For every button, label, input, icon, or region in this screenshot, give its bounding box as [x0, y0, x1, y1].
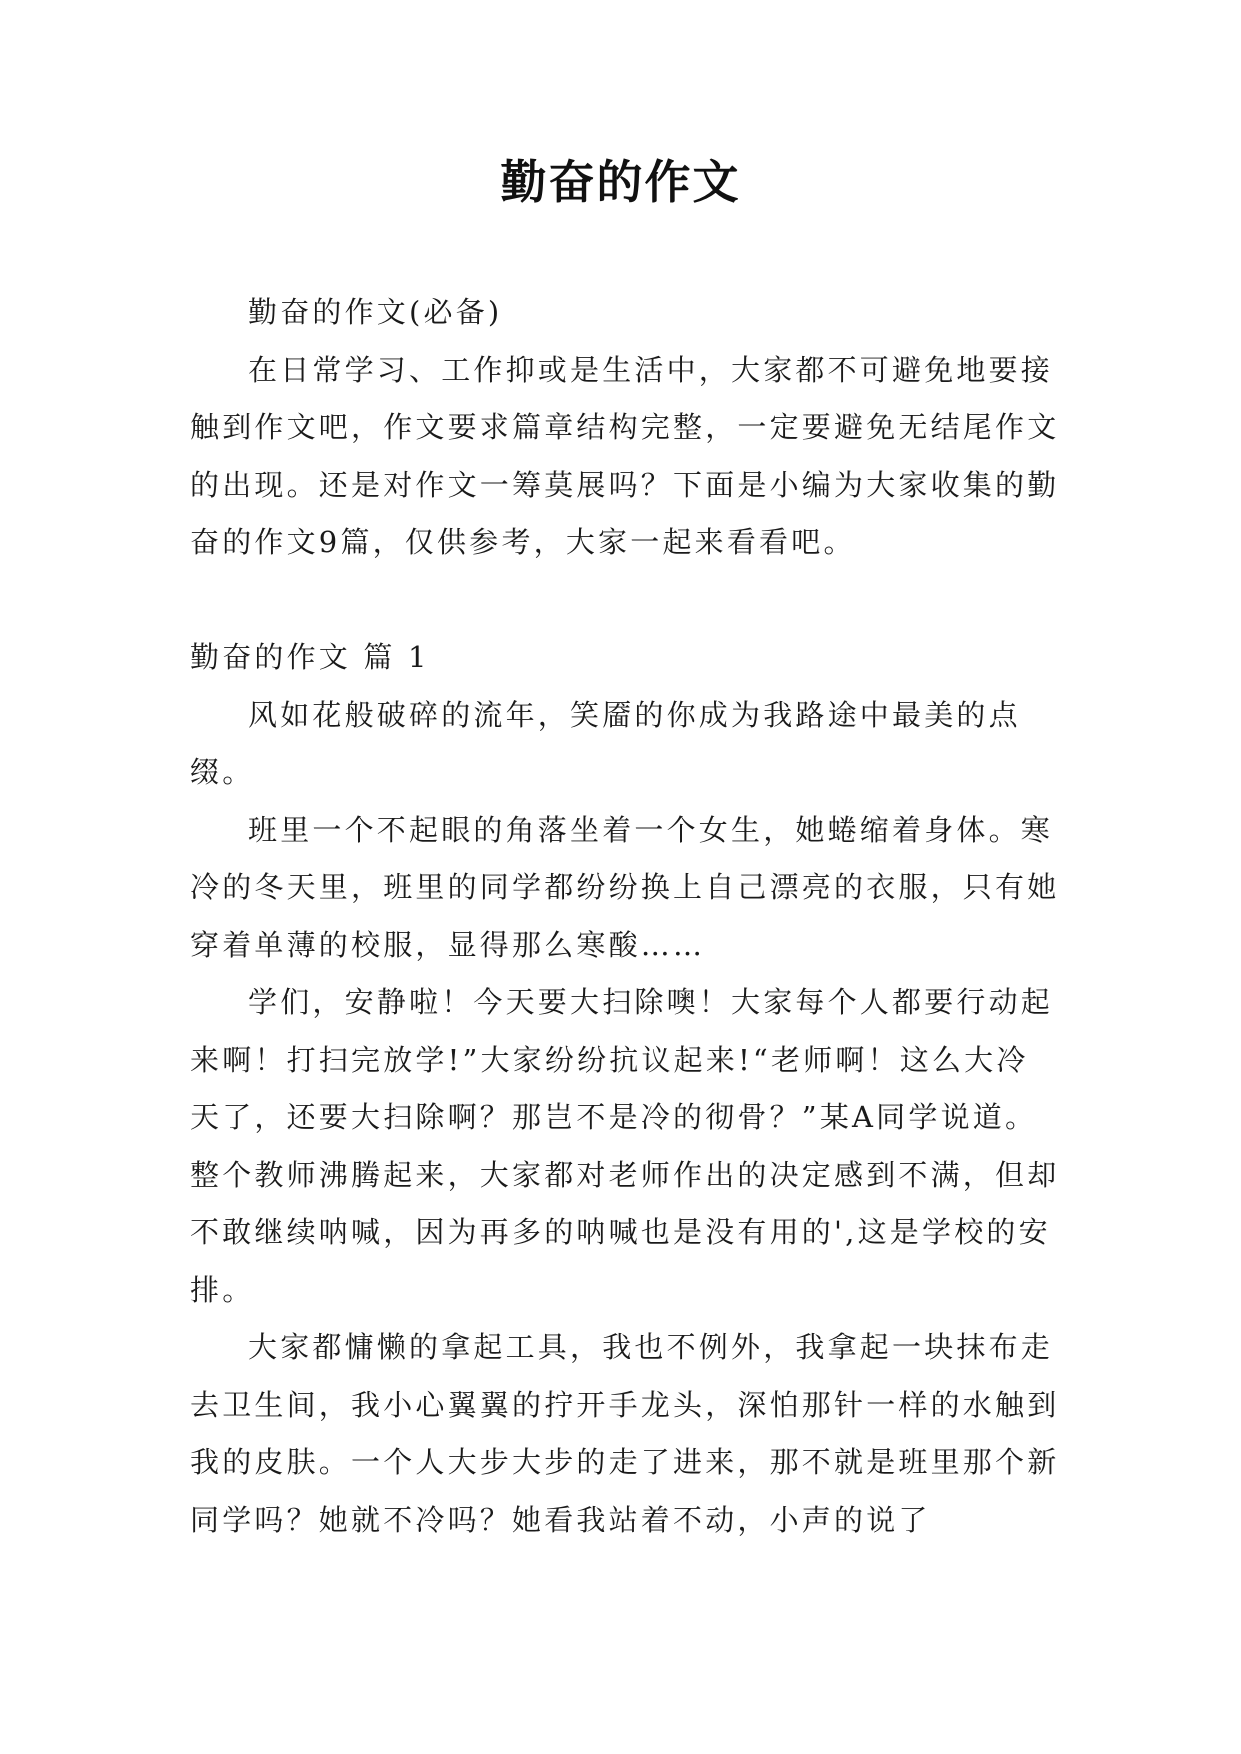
section-heading: 勤奋的作文 篇 1: [190, 640, 430, 674]
body-paragraph: 学们，安静啦！今天要大扫除噢！大家每个人都要行动起来啊！打扫完放学!”大家纷纷抗议起来!“老师啊！这么大冷天了，还要大扫除啊？那岂不是冷的彻骨？”某A同学说道。整个教师沸腾起来，大家都对老师作出的决定感到不满，但却不敢继续呐喊，因为再多的呐喊也是没有用的',这是学校的安排。: [190, 985, 1060, 1307]
document-title: 勤奋的作文: [500, 155, 741, 209]
document-subtitle: 勤奋的作文(必备): [248, 295, 503, 329]
body-paragraph: 班里一个不起眼的角落坐着一个女生，她蜷缩着身体。寒冷的冬天里，班里的同学都纷纷换上自己漂亮的衣服，只有她穿着单薄的校服，显得那么寒酸……: [190, 812, 1060, 962]
document-body: [190, 284, 1060, 1549]
body-paragraph: 风如花般破碎的流年，笑靥的你成为我路途中最美的点缀。: [190, 697, 1021, 789]
body-paragraph: 大家都慵懒的拿起工具，我也不例外，我拿起一块抹布走去卫生间，我小心翼翼的拧开手龙头，深怕那针一样的水触到我的皮肤。一个人大步大步的走了进来，那不就是班里那个新同学吗？她就不冷吗？她看我站着不动，小声的说了: [190, 1330, 1060, 1537]
intro-paragraph: 在日常学习、工作抑或是生活中，大家都不可避免地要接触到作文吧，作文要求篇章结构完整，一定要避免无结尾作文的出现。还是对作文一筹莫展吗？下面是小编为大家收集的勤奋的作文9篇，仅供参考，大家一起来看看吧。: [190, 352, 1060, 559]
